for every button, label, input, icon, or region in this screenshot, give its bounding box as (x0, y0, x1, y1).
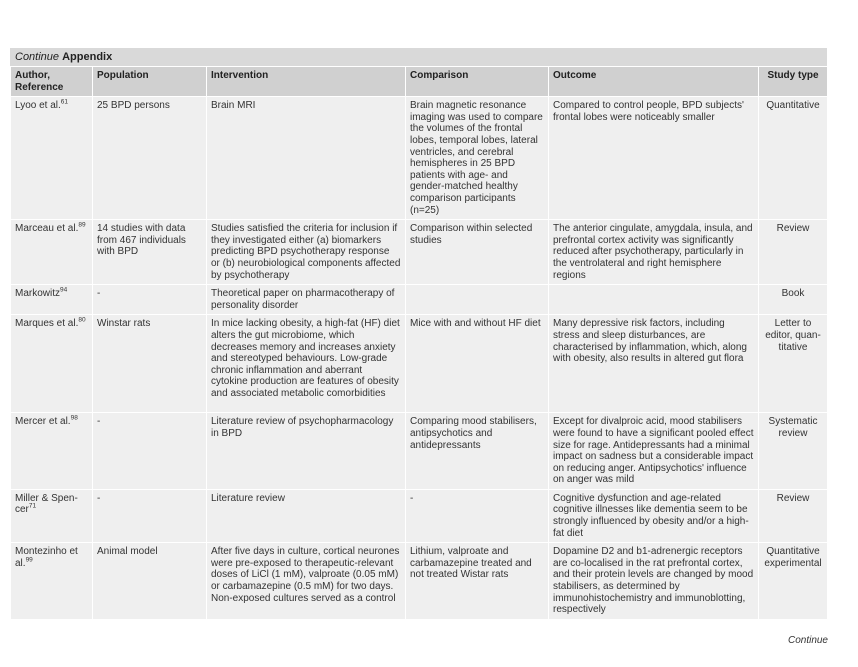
cell-comparison: Comparing mood stabilisers, antipsychotics and antidepressants (406, 413, 549, 490)
cell-outcome: Many depressive risk factors, including stress and sleep disturbances, are characterised by inflammation, which, along with obesity, also results in altered gut flora (549, 315, 759, 413)
cell-author (11, 315, 93, 413)
cell-intervention: After five days in culture, cortical neurones were pre-exposed to therapeutic-relevant doses of LiCl (1 mM), valproate (0.05 mM) or carbamazepine (0.5 mM) for two days. Non-exposed cultures served as a control (207, 543, 406, 620)
table-row (11, 489, 828, 542)
cell-intervention: Brain MRI (207, 97, 406, 220)
reference-number: 61 (60, 98, 69, 106)
cell-author (11, 489, 93, 542)
cell-comparison: Lithium, valproate and carbamazepine treated and not treated Wistar rats (406, 543, 549, 620)
table-caption (10, 48, 827, 66)
author-name: Lyoo et al. (15, 100, 61, 112)
author-name: Marques et al. (15, 318, 79, 330)
caption-appendix: Appendix (62, 51, 113, 63)
reference-number: 98 (70, 414, 78, 422)
table-row (11, 413, 828, 490)
cell-population: - (93, 413, 207, 490)
cell-population: Winstar rats (93, 315, 207, 413)
cell-author (11, 97, 93, 220)
cell-study-type: Review (759, 489, 828, 542)
reference-number: 99 (25, 556, 33, 564)
cell-outcome: Cognitive dysfunction and age-related cognitive illnesses like dementia seem to be strongly influenced by obesity and/or a high-fat diet (549, 489, 759, 542)
header-population: Population (93, 67, 207, 97)
cell-comparison: - (406, 489, 549, 542)
appendix-table-container (10, 48, 827, 620)
author-name: Miller & Spen-cer (15, 492, 78, 516)
cell-intervention: Studies satisfied the criteria for inclusion if they investigated either (a) biomarkers predicting BPD psychotherapy response or (b) neurobiological components affected by psychotherapy (207, 220, 406, 285)
cell-author (11, 413, 93, 490)
cell-study-type: Quantitative experimental (759, 543, 828, 620)
header-study-type: Study type (759, 67, 828, 97)
cell-intervention: Literature review of psychopharmacology in BPD (207, 413, 406, 490)
cell-comparison: Brain magnetic resonance imaging was used to compare the volumes of the frontal lobes, temporal lobes, lateral ventricles, and cerebral hemispheres in 25 BPD patients with age- and gender-matched healthy comparison participants (n=25) (406, 97, 549, 220)
cell-population: 25 BPD persons (93, 97, 207, 220)
author-name: Montezinho et al. (15, 546, 78, 569)
table-row (11, 285, 828, 315)
cell-population: Animal model (93, 543, 207, 620)
cell-outcome: The anterior cingulate, amygdala, insula, and prefrontal cortex activity was significantly reduced after psychotherapy, particularly in the ventrolateral and right hemisphere regions (549, 220, 759, 285)
cell-outcome (549, 285, 759, 315)
cell-study-type: Book (759, 285, 828, 315)
reference-number: 89 (78, 221, 86, 229)
header-author: Author, Reference (11, 67, 93, 97)
table-row (11, 220, 828, 285)
cell-intervention: Theoretical paper on pharmacotherapy of personality disorder (207, 285, 406, 315)
cell-comparison: Comparison within selected studies (406, 220, 549, 285)
header-comparison: Comparison (406, 67, 549, 97)
reference-number: 94 (60, 286, 68, 294)
cell-author (11, 543, 93, 620)
cell-intervention: Literature review (207, 489, 406, 542)
table-row (11, 315, 828, 413)
cell-study-type: Systematic review (759, 413, 828, 490)
cell-population: - (93, 285, 207, 315)
cell-author (11, 285, 93, 315)
cell-comparison: Mice with and without HF diet (406, 315, 549, 413)
header-outcome: Outcome (549, 67, 759, 97)
cell-population: - (93, 489, 207, 542)
cell-outcome: Dopamine D2 and b1-adrenergic receptors are co-localised in the rat prefrontal cortex, and their protein levels are changed by mood stabilisers, as determined by immunohistochemistry and immunoblotting, respectively (549, 543, 759, 620)
cell-outcome: Except for divalproic acid, mood stabilisers were found to have a significant pooled effect size for rage. Antidepressants had a minimal impact on sadness but a considerable impact on reducing anger. Antipsychotics' influence on anger was mild (549, 413, 759, 490)
appendix-table (10, 66, 828, 620)
cell-outcome: Compared to control people, BPD subjects' frontal lobes were noticeably smaller (549, 97, 759, 220)
cell-study-type: Review (759, 220, 828, 285)
cell-study-type: Quantitative (759, 97, 828, 220)
reference-number: 71 (28, 503, 37, 511)
cell-comparison (406, 285, 549, 315)
caption-continue: Continue (15, 51, 60, 63)
cell-author (11, 220, 93, 285)
cell-study-type: Letter to editor, quan-titative (759, 315, 828, 413)
reference-number: 80 (78, 316, 86, 324)
cell-population: 14 studies with data from 467 individuals with BPD (93, 220, 207, 285)
table-row (11, 97, 828, 220)
cell-intervention: In mice lacking obesity, a high-fat (HF) diet alters the gut microbiome, which decreases memory and increases anxiety and stereotyped behaviours. Low-grade chronic inflammation and aberrant cytokine production are features of obesity and associated metabolic comorbidities (207, 315, 406, 413)
continue-footer: Continue (787, 635, 828, 646)
author-name: Mercer et al. (15, 416, 71, 428)
author-name: Marceau et al. (15, 223, 79, 235)
header-intervention: Intervention (207, 67, 406, 97)
author-name: Markowitz (15, 288, 61, 300)
header-row (11, 67, 828, 97)
table-row (11, 543, 828, 620)
